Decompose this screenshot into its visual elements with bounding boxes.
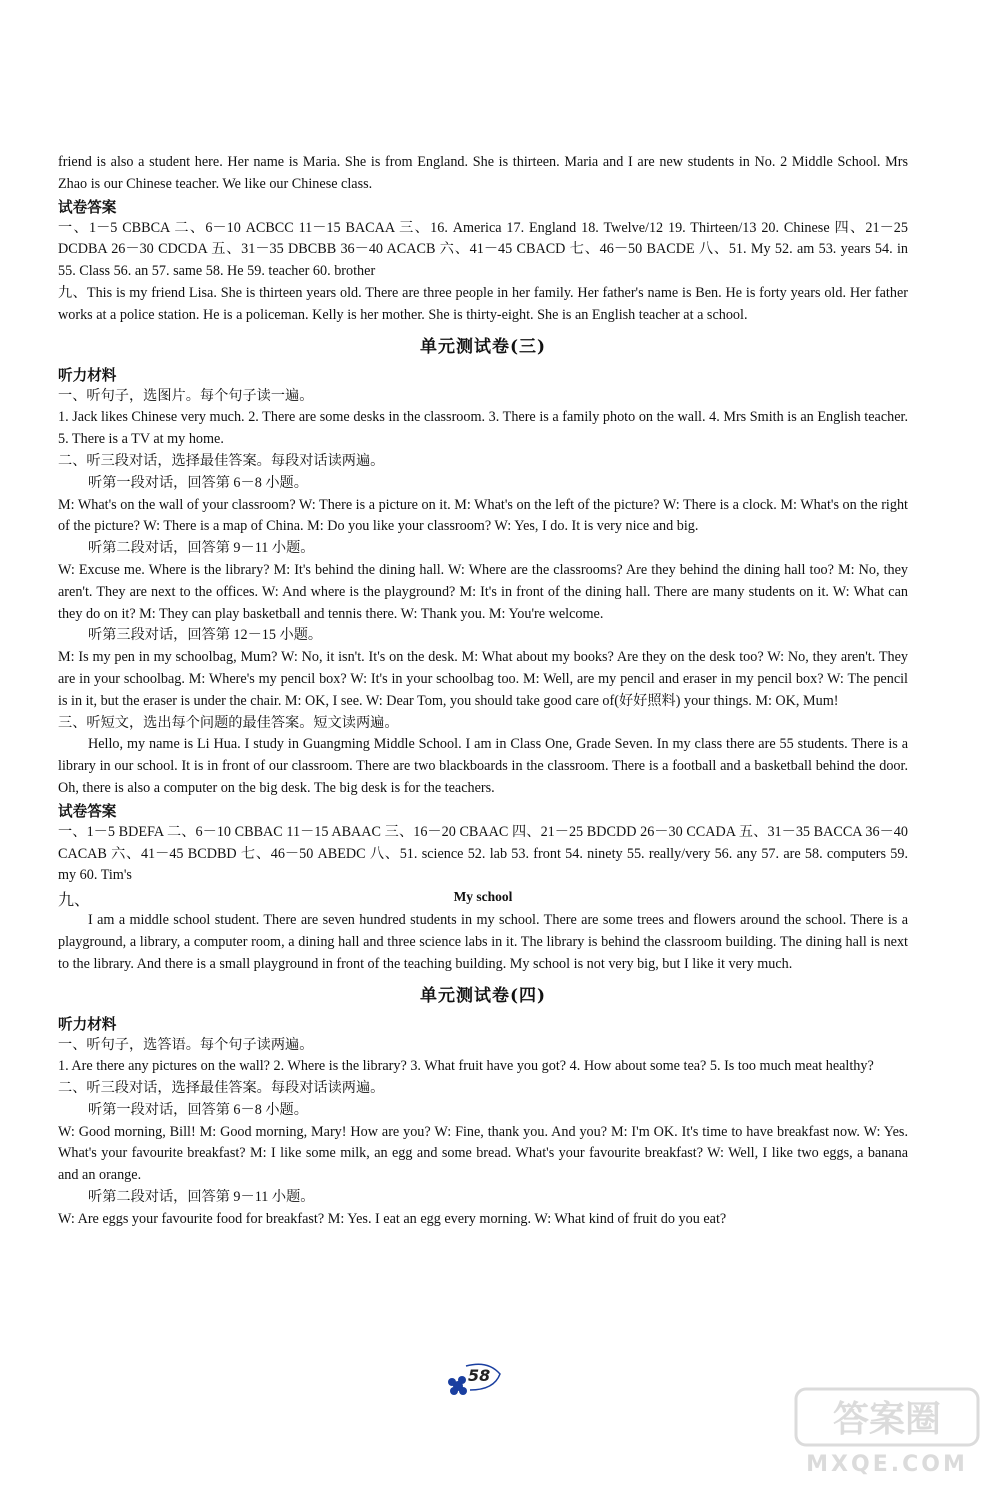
listening-label: 听力材料 (58, 366, 117, 384)
listening-label: 听力材料 (58, 1015, 117, 1033)
answers-text: 一、1－5 BDEFA 二、6－10 CBBAC 11－15 ABAAC 三、16－20 CBAAC 四、21－25 BDCDD 26－30 CCADA 五、31－35 BACCA 36－40 CACAB 六、41－45 BCDBD 七、46－50 ABEDC 八、51. science 52. lab 53. front 54. ninety 55. really/very 56. any 57. are 58. computers 59. my 60. Tim's (58, 823, 908, 884)
answers-label: 试卷答案 (58, 198, 117, 216)
dialogue-text: M: Is my pen in my schoolbag, Mum? W: No, it isn't. It's on the desk. M: What about my books? Are they on the desk too? W: No, they aren't. They are in your schoolbag. M: Where's my pencil box? W: It's in your schoolbag too. M: Well, are my pencil and eraser in my pencil box? W: The pencil is in it, but the eraser is under the chair. M: OK, I see. W: Dear Tom, you should take good care of(好好照料) your things. M: OK, Mum! (58, 649, 908, 709)
passage-text: Hello, my name is Li Hua. I study in Guangming Middle School. I am in Class One, Grade Seven. In my class there are 55 students. There is a library in our school. It is in front of our classroom. There are two blackboards in the classroom. There is a football and a basketball behind the door. Oh, there is also a computer on the big desk. The big desk is for the teachers. (58, 736, 908, 796)
dialogue-heading: 听第二段对话，回答第 9－11 小题。 (88, 1189, 315, 1206)
essay-title: My school (453, 889, 513, 905)
watermark-url: MXQE.COM (806, 1452, 968, 1477)
answers-text: 一、1－5 CBBCA 二、6－10 ACBCC 11－15 BACAA 三、16. America 17. England 18. Twelve/12 19. Thirteen/13 20. Chinese 四、21－25 DCDBA 26－30 CDCDA 五、31－35 DBCBB 36－40 ACACB 六、41－45 CBACD 七、46－50 BACDE 八、51. My 52. am 53. years 54. in 55. Class 56. an 57. same 58. He 59. teacher 60. brother (58, 219, 908, 280)
essay-text: I am a middle school student. There are seven hundred students in my school. There are some trees and flowers around the school. There is a playground, a library, a computer room, a dining hall and three science labs in it. The library is behind the classroom building. The dining hall is next to the library. And there is a small playground in front of the teaching building. My school is not very big, but I like it very much. (58, 912, 908, 972)
answers-essay: 九、This is my friend Lisa. She is thirteen years old. There are three people in her family. Her father's name is Ben. He is forty years old. Her father works at a police station. He is a policeman. Kelly is her mother. She is thirty-eight. She is an English teacher at a school. (58, 284, 908, 323)
section-heading: 二、听三段对话，选择最佳答案。每段对话读两遍。 (58, 452, 385, 469)
listening-text: 1. Are there any pictures on the wall? 2. Where is the library? 3. What fruit have you got? 4. How about some tea? 5. Is too much meat healthy? (58, 1058, 874, 1075)
section-heading: 三、听短文，选出每个问题的最佳答案。短文读两遍。 (58, 714, 399, 731)
section-title-unit4: 单元测试卷(四) (419, 985, 547, 1006)
section-heading: 一、听句子，选答语。每个句子读两遍。 (58, 1036, 314, 1053)
section-heading: 一、听句子，选图片。每个句子读一遍。 (58, 387, 314, 404)
page-number: 58 (468, 1366, 491, 1385)
page-number-badge (448, 1360, 508, 1396)
top-paragraph: friend is also a student here. Her name is Maria. She is from England. She is thirteen. Maria and I are new students in No. 2 Middle School. Mrs Zhao is our Chinese teacher. We like our Chinese class. (58, 154, 908, 192)
answers-label: 试卷答案 (58, 802, 117, 820)
dialogue-text: W: Excuse me. Where is the library? M: It's behind the dining hall. W: Where are the classrooms? Are they behind the dining hall too? M: No, they aren't. They are next to the offices. W: And where is the playground? M: It's in front of the dining hall. There are many students on it. W: What can they do on it? M: They can play basketball and tennis there. W: Thank you. M: You're welcome. (58, 561, 908, 622)
dialogue-text: M: What's on the wall of your classroom? W: There is a picture on it. M: What's on the left of the picture? W: There is a clock. M: What's on the right of the picture? W: There is a map of China. M: Do you like your classroom? W: Yes, I do. It is very nice and big. (58, 496, 908, 535)
dialogue-text: W: Are eggs your favourite food for breakfast? M: Yes. I eat an egg every morning. W: What kind of fruit do you eat? (58, 1210, 727, 1227)
question-number: 九、 (58, 892, 91, 910)
listening-text: 1. Jack likes Chinese very much. 2. There are some desks in the classroom. 3. There is a family photo on the wall. 4. Mrs Smith is an English teacher. 5. There is a TV at my home. (58, 409, 908, 448)
dialogue-heading: 听第二段对话，回答第 9－11 小题。 (88, 540, 315, 557)
watermark-text: 答案圈 (832, 1399, 942, 1440)
dialogue-text: W: Good morning, Bill! M: Good morning, Mary! How are you? W: Fine, thank you. And you? M: I'm OK. It's time to have breakfast now. W: Yes. What's your favourite breakfast? M: I like some milk, an egg and some bread. What's your favourite breakfast? W: Well, I like two eggs, a banana and an orange. (58, 1123, 908, 1184)
dialogue-heading: 听第一段对话，回答第 6－8 小题。 (88, 1101, 308, 1118)
document-page (58, 152, 908, 1231)
dialogue-heading: 听第一段对话，回答第 6－8 小题。 (88, 474, 308, 491)
watermark-logo (792, 1385, 982, 1480)
dialogue-heading: 听第三段对话，回答第 12－15 小题。 (88, 627, 323, 644)
section-heading: 二、听三段对话，选择最佳答案。每段对话读两遍。 (58, 1080, 385, 1097)
essay-title-row (58, 887, 908, 910)
section-title-unit3: 单元测试卷(三) (419, 336, 547, 357)
